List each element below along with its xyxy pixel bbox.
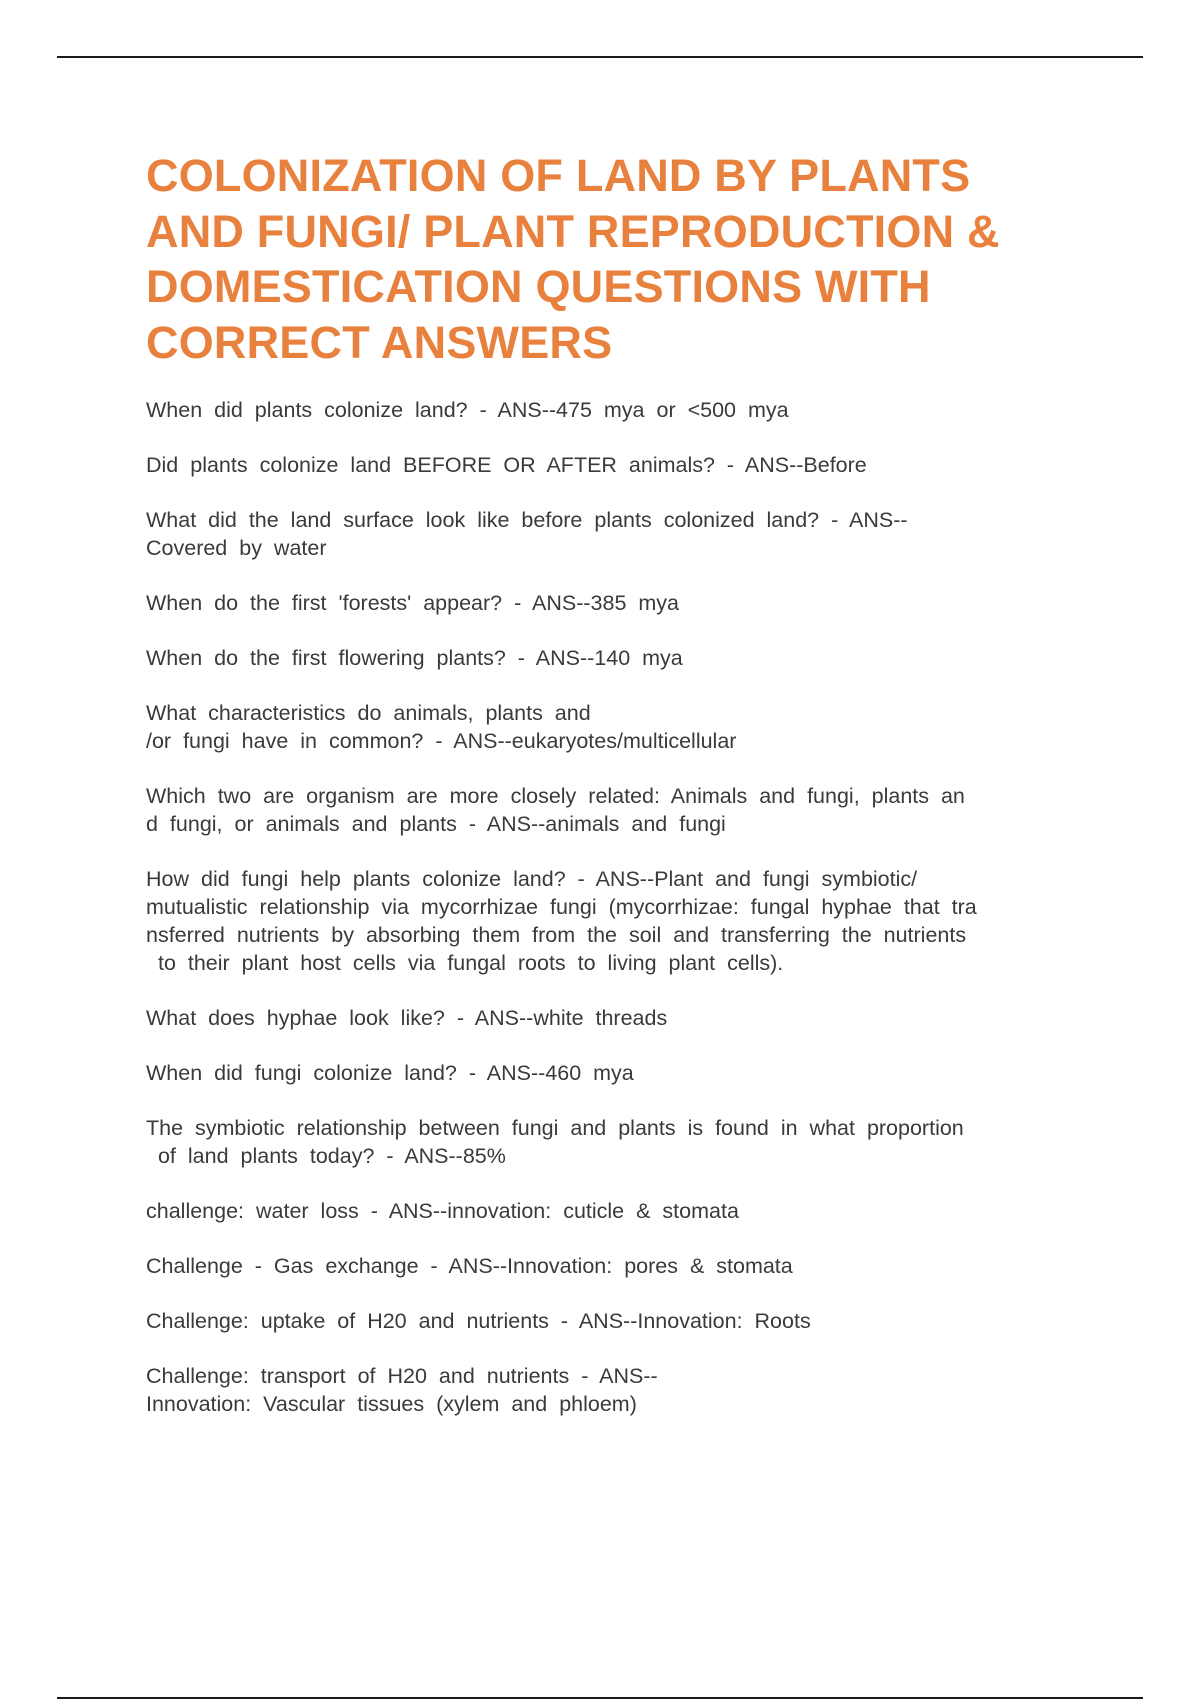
qa-line: nsferred nutrients by absorbing them from the soil and transferring the nutrients [146,923,967,947]
qa-item [146,451,1086,479]
qa-line: challenge: water loss - ANS--innovation: cuticle & stomata [146,1199,739,1223]
qa-line: Challenge: uptake of H20 and nutrients - ANS--Innovation: Roots [146,1309,811,1333]
qa-line: to their plant host cells via fungal roots to living plant cells). [146,951,784,975]
qa-list [146,396,1086,1418]
qa-item [146,782,1086,838]
qa-line: When did plants colonize land? - ANS--475 mya or <500 mya [146,398,789,422]
qa-item [146,506,1086,562]
qa-item [146,865,1086,977]
title-line: DOMESTICATION QUESTIONS WITH [146,261,931,312]
bottom-rule [57,1697,1143,1699]
qa-line: of land plants today? - ANS--85% [146,1144,506,1168]
top-rule [57,56,1143,58]
qa-item [146,1252,1086,1280]
qa-item [146,1197,1086,1225]
qa-item [146,699,1086,755]
title-line: CORRECT ANSWERS [146,316,613,368]
qa-line: What does hyphae look like? - ANS--white threads [146,1006,668,1030]
title-line: AND FUNGI/ PLANT REPRODUCTION & [146,205,1000,257]
qa-line: What characteristics do animals, plants and [146,701,591,725]
document-body [146,148,1086,1445]
qa-line: When do the first flowering plants? - ANS--140 mya [146,646,683,670]
qa-line: Challenge: transport of H20 and nutrients - ANS-- [146,1364,658,1388]
qa-line: Which two are organism are more closely related: Animals and fungi, plants an [146,784,965,808]
qa-line: Covered by water [146,536,327,560]
qa-line: What did the land surface look like before plants colonized land? - ANS-- [146,508,908,532]
qa-line: Did plants colonize land BEFORE OR AFTER animals? - ANS--Before [146,453,867,477]
qa-item [146,1004,1086,1032]
qa-line: d fungi, or animals and plants - ANS--animals and fungi [146,812,726,836]
qa-line: /or fungi have in common? - ANS--eukaryotes/multicellular [146,729,737,753]
document-title [146,148,1086,370]
qa-line: The symbiotic relationship between fungi and plants is found in what proportion [146,1116,964,1140]
qa-item [146,1114,1086,1170]
qa-item [146,396,1086,424]
qa-line: Challenge - Gas exchange - ANS--Innovation: pores & stomata [146,1254,793,1278]
qa-line: mutualistic relationship via mycorrhizae fungi (mycorrhizae: fungal hyphae that tra [146,895,977,919]
qa-item [146,644,1086,672]
qa-item [146,1362,1086,1418]
qa-line: Innovation: Vascular tissues (xylem and phloem) [146,1392,637,1416]
qa-line: When do the first 'forests' appear? - ANS--385 mya [146,591,680,615]
qa-item [146,589,1086,617]
qa-line: When did fungi colonize land? - ANS--460 mya [146,1061,634,1085]
qa-item [146,1059,1086,1087]
qa-item [146,1307,1086,1335]
title-line: COLONIZATION OF LAND BY PLANTS [146,150,971,201]
qa-line: How did fungi help plants colonize land? - ANS--Plant and fungi symbiotic/ [146,867,918,891]
